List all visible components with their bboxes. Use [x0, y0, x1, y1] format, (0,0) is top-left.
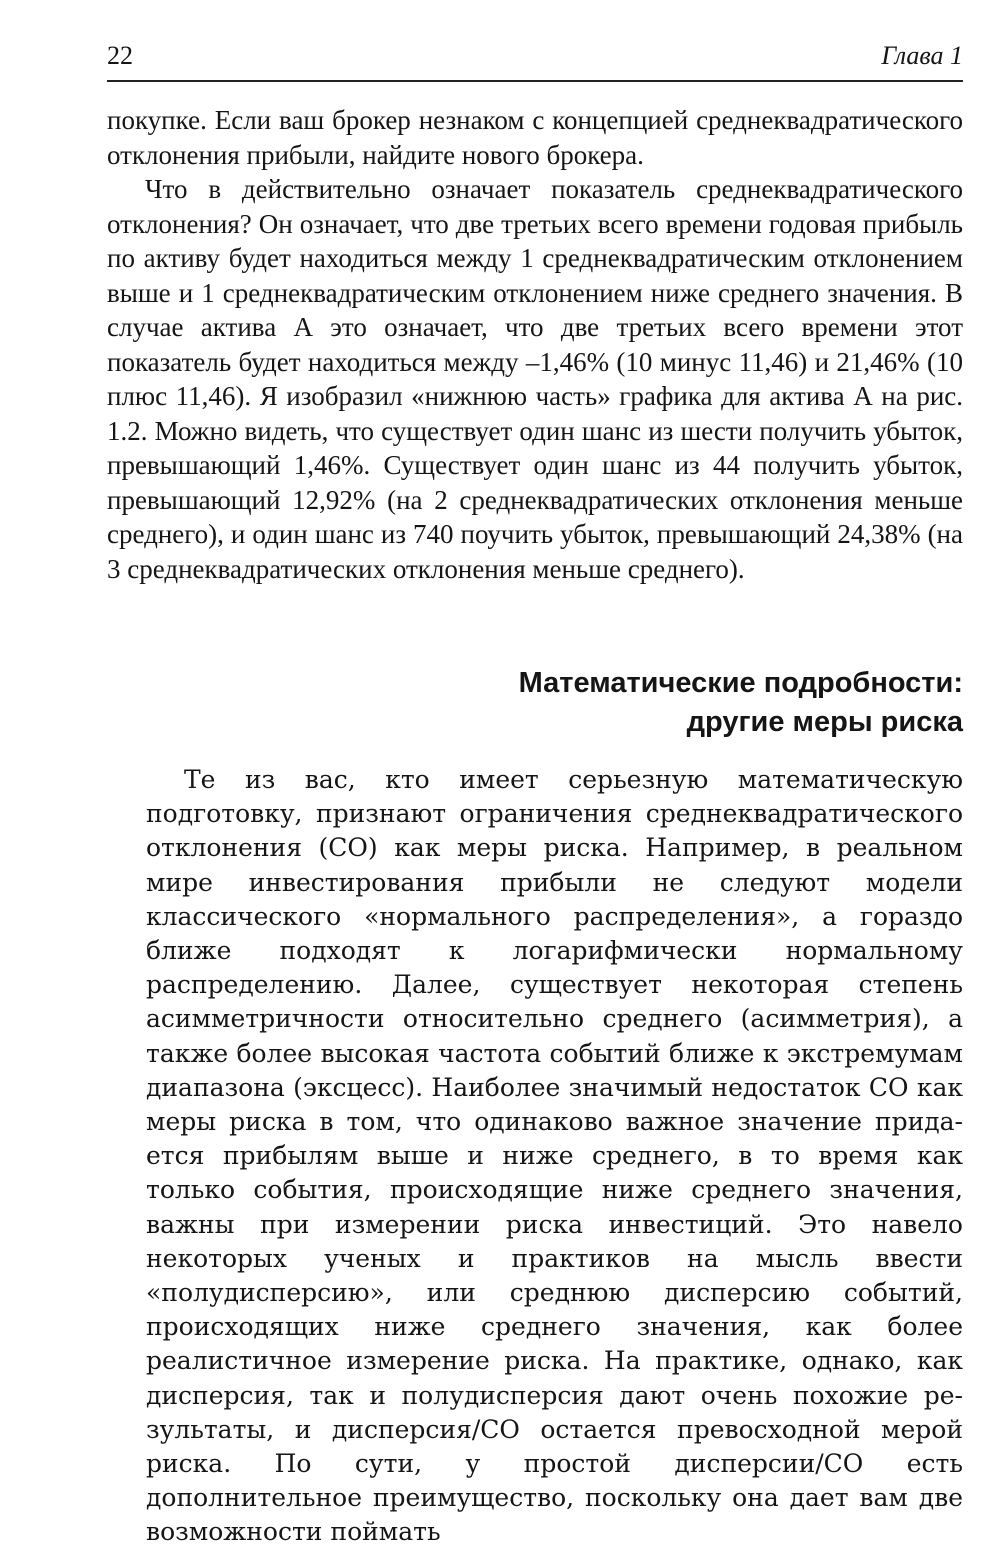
sidebar-text	[146, 763, 963, 1550]
section-heading-line-1: Математические подробности:	[518, 667, 963, 699]
sidebar-paragraph: Те из вас, кто имеет серьезную математическую подготовку, признают ограничения среднеквадратического отклонения (СО) как меры риска. Например, в реальном мире инвестирования прибыли не следуют модели классического «нормального распределения», а гораздо ближе подходят к логарифмически нормальному распределению. Далее, существует некоторая степень асимметричности относительно среднего (асимметрия), а также более высокая частота событий ближе к экстремумам диапазона (эксцесс). Наиболее значимый недостаток СО как меры риска в том, что одинаково важное значение придается прибылям выше и ниже среднего, в то время как только события, происходящие ниже среднего значения, важны при измерении риска инвестиций. Это навело некоторых ученых и практиков на мысль ввести «полудисперсию», или среднюю дисперсию событий, происходящих ниже среднего значения, как более реалистичное измерение риска. На практике, однако, как дисперсия, так и полудисперсия дают очень похожие результаты, и дисперсия/СО остается превосходной мерой риска. По сути, у простой дисперсии/СО есть дополнительное преимущество, поскольку она дает вам две возможности поймать	[146, 765, 963, 1547]
body-text	[107, 103, 963, 586]
section-heading-line-2: другие меры риска	[686, 706, 963, 738]
paragraph-standard-deviation: Что в действительно означает показатель среднеквадратического отклонения? Он означает, что две третьих всего времени годовая прибыль по активу будет находиться между 1 среднеквадратическим отклонением выше и 1 среднеквадратическим отклонением ниже среднего значения. В случае актива А это означает, что две третьих всего времени этот показатель будет находиться между –1,46% (10 минус 11,46) и 21,46% (10 плюс 11,46). Я изобразил «нижнюю часть» графика для актива А на рис. 1.2. Можно видеть, что существует один шанс из шести получить убыток, превышающий 1,46%. Существует один шанс из 44 получить убыток, превышающий 12,92% (на 2 среднеквадратических отклонения меньше среднего), и один шанс из 740 поучить убыток, превышающий 24,38% (на 3 среднеквадратических отклонения меньше среднего).	[107, 174, 963, 584]
section-heading	[107, 664, 963, 742]
page-number: 22	[107, 41, 133, 70]
chapter-title: Глава 1	[881, 41, 963, 70]
running-header	[107, 38, 963, 82]
continued-paragraph: покупке. Если ваш брокер незнаком с концепцией среднеквадратического отклонения прибыли, найдите нового брокера.	[107, 105, 963, 170]
